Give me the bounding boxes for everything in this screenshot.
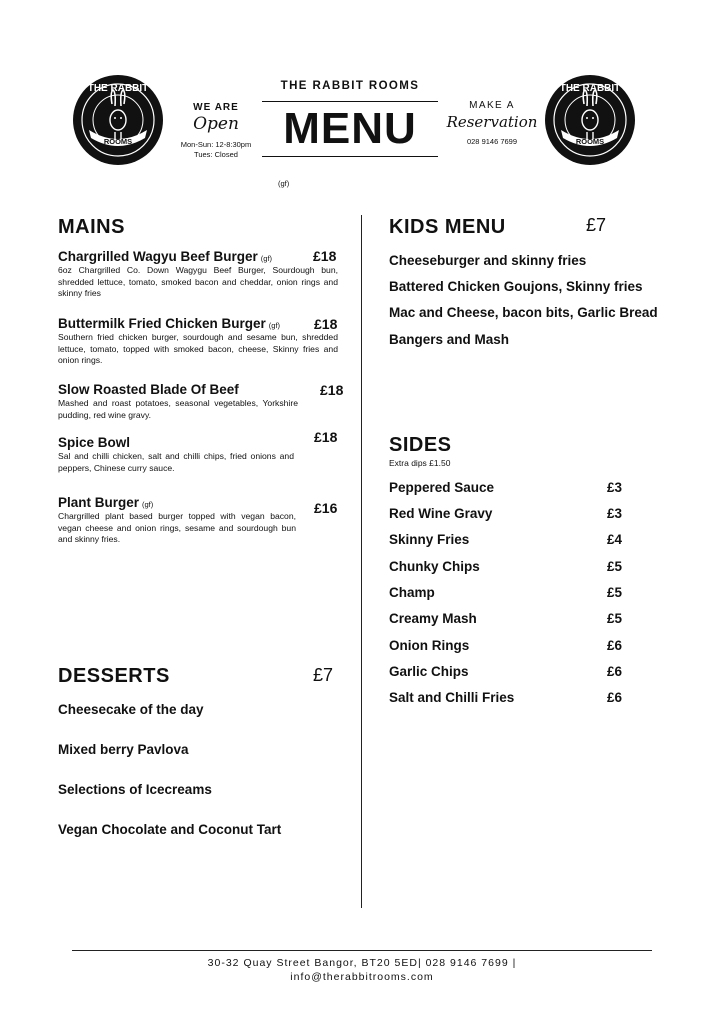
rabbit-rooms-logo-right [544,74,636,166]
side-item-name: Red Wine Gravy [389,506,493,521]
footer [72,956,652,984]
side-item-name: Garlic Chips [389,664,469,679]
side-item-name: Peppered Sauce [389,480,495,495]
hours-line-1: Mon-Sun: 12-8:30pm [180,140,252,149]
extra-dips-note: Extra dips £1.50 [389,458,451,468]
side-item-name: Chunky Chips [389,559,480,574]
menu-title-block [262,80,438,157]
gf-tag: (gf) [142,500,154,509]
menu-item [58,435,338,474]
item-description: 6oz Chargrilled Co. Down Wagygu Beef Burger, Sourdough bun, shredded lettuce, tomato, smoked bacon and cheddar, onion rings and skinny fries [58,265,338,298]
item-description: Mashed and roast potatoes, seasonal vegetables, Yorkshire pudding, red wine gravy. [58,398,298,420]
mains-title: MAINS [58,216,125,238]
item-price: £16 [314,500,338,516]
reservation-label: Reservation [446,113,538,131]
brand-name: THE RABBIT ROOMS [280,80,420,92]
rabbit-rooms-logo-left [72,74,164,166]
item-price: £18 [320,382,344,398]
footer-rule [72,950,652,951]
side-item-price: £5 [607,611,623,626]
sides-title: SIDES [389,434,452,456]
logo-text-bottom: ROOMS [575,137,605,146]
menu-item [58,249,338,300]
gf-tag: (gf) [268,321,281,330]
side-item-name: Onion Rings [389,638,470,653]
dessert-item: Mixed berry Pavlova [58,742,189,757]
item-name: Spice Bowl [58,435,131,450]
hours-line-2: Tues: Closed [194,150,238,159]
item-description: Chargrilled plant based burger topped with vegan bacon, vegan cheese and onion rings, sesame and sourdough bun and skinny fries. [58,511,296,544]
title-rule-top [262,101,438,102]
dessert-item: Vegan Chocolate and Coconut Tart [58,822,282,837]
desserts-price: £7 [313,665,334,685]
kids-menu-title: KIDS MENU [389,216,506,238]
side-item-price: £5 [607,559,623,574]
side-item-price: £3 [607,480,623,495]
page-title: MENU [283,104,417,153]
side-item-price: £6 [607,664,623,679]
side-item-price: £5 [607,585,623,600]
gf-note: (gf) [278,179,290,188]
title-rule-bottom [262,156,438,157]
side-item-name: Salt and Chilli Fries [389,690,515,705]
footer-address: 30-32 Quay Street Bangor, BT20 5ED| 028 9146 7699 | [207,957,517,969]
kids-item: Cheeseburger and skinny fries [389,253,587,268]
side-item-price: £6 [607,690,623,705]
logo-text-bottom: ROOMS [103,137,133,146]
open-label: Open [193,114,239,134]
item-name: Chargrilled Wagyu Beef Burger [58,249,258,264]
kids-item: Battered Chicken Goujons, Skinny fries [389,279,643,294]
item-name: Plant Burger [58,495,140,510]
gf-tag: (gf) [260,254,273,263]
desserts-title: DESSERTS [58,665,170,687]
logo-text-top: THE RABBIT [559,83,621,94]
item-description: Southern fried chicken burger, sourdough and sesame bun, shredded lettuce, tomato, topped with smoked bacon, cheese, Skinny fries and onion rings. [58,332,338,365]
kids-menu-price: £7 [586,215,607,235]
column-divider [361,215,362,908]
reservation-phone[interactable]: 028 9146 7699 [466,137,518,146]
dessert-item: Cheesecake of the day [58,702,204,717]
reservation-block [444,100,540,146]
item-price: £18 [314,429,338,445]
menu-item [58,316,338,367]
item-price: £18 [314,316,338,332]
kids-item: Bangers and Mash [389,332,510,347]
item-price: £18 [313,248,337,264]
footer-email[interactable]: info@therabbitrooms.com [290,971,434,983]
side-item-name: Champ [389,585,435,600]
side-item-price: £4 [607,532,623,547]
menu-item [58,495,338,546]
make-a-label: MAKE A [469,100,515,111]
item-name: Buttermilk Fried Chicken Burger [58,316,266,331]
opening-hours [166,102,266,160]
side-item-name: Creamy Mash [389,611,477,626]
logo-text-top: THE RABBIT [87,83,149,94]
side-item-name: Skinny Fries [389,532,470,547]
kids-item: Mac and Cheese, bacon bits, Garlic Bread [389,305,658,320]
side-item-price: £3 [607,506,623,521]
dessert-item: Selections of Icecreams [58,782,212,797]
we-are-label: WE ARE [193,102,239,113]
item-description: Sal and chilli chicken, salt and chilli chips, fried onions and peppers, Chinese curry sauce. [58,451,294,473]
menu-item [58,382,338,421]
item-name: Slow Roasted Blade Of Beef [58,382,239,397]
side-item-price: £6 [607,638,623,653]
